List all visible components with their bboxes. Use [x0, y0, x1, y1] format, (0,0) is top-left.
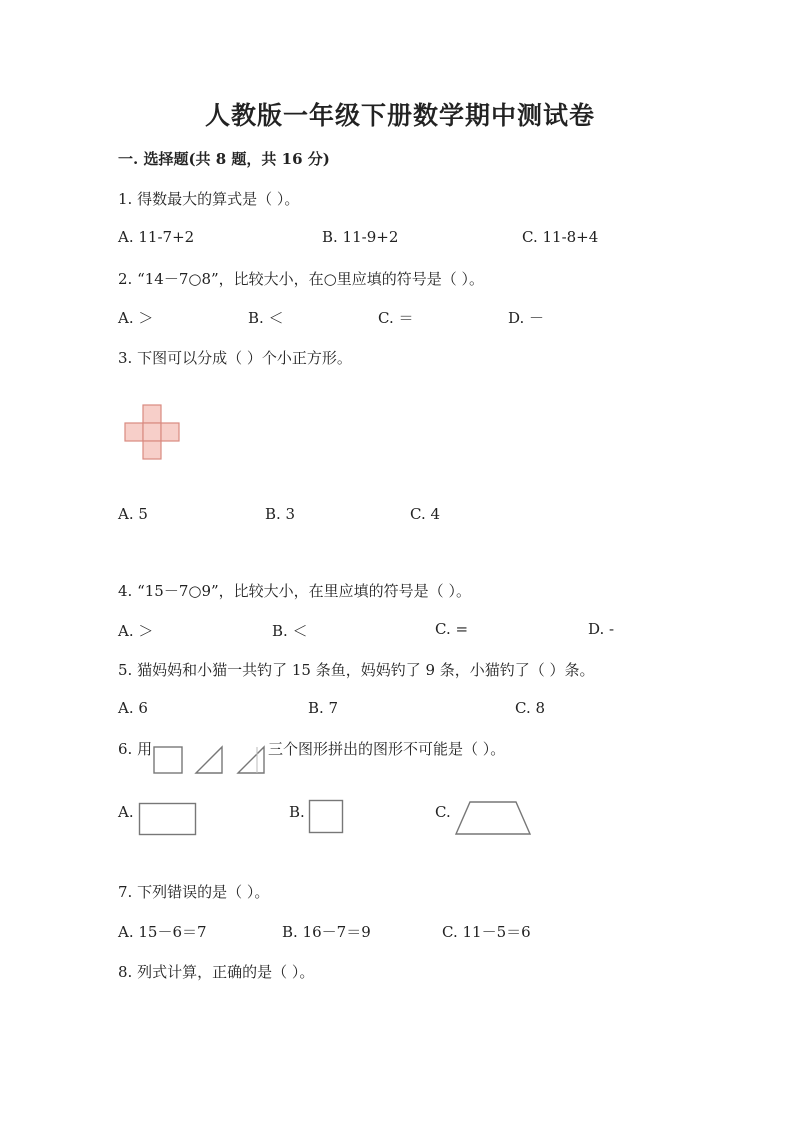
- q4-option-c[interactable]: C. =: [435, 620, 469, 638]
- q5-option-c[interactable]: C. 8: [515, 699, 546, 717]
- q6-option-c[interactable]: C.: [435, 803, 451, 821]
- rectangle-shape: [138, 802, 198, 836]
- trapezoid-shape: [454, 800, 532, 836]
- q3-option-c[interactable]: C. 4: [410, 505, 441, 523]
- q4-option-a[interactable]: A. ＞: [118, 622, 154, 640]
- q7-option-a[interactable]: A. 15－6＝7: [118, 923, 207, 941]
- q2-option-c[interactable]: C. ＝: [378, 309, 414, 327]
- q1-option-b[interactable]: B. 11-9+2: [322, 228, 399, 246]
- question-6-suffix: 三个图形拼出的图形不可能是（ ）。: [268, 740, 506, 758]
- question-5: 5. 猫妈妈和小猫一共钓了 15 条鱼，妈妈钓了 9 条，小猫钓了（ ）条。: [118, 661, 595, 679]
- q4-option-d[interactable]: D. -: [588, 620, 615, 638]
- question-2: 2. “14－7○8”，比较大小，在○里应填的符号是（ ）。: [118, 270, 485, 288]
- q7-option-c[interactable]: C. 11－5＝6: [442, 923, 531, 941]
- q5-option-b[interactable]: B. 7: [308, 699, 339, 717]
- q4-option-b[interactable]: B. ＜: [272, 622, 308, 640]
- question-7: 7. 下列错误的是（ ）。: [118, 883, 270, 901]
- q6-option-a[interactable]: A.: [118, 803, 134, 821]
- q1-option-a[interactable]: A. 11-7+2: [118, 228, 195, 246]
- question-3: 3. 下图可以分成（ ）个小正方形。: [118, 349, 352, 367]
- q1-option-c[interactable]: C. 11-8+4: [522, 228, 599, 246]
- q2-option-a[interactable]: A. ＞: [118, 309, 154, 327]
- page-title: 人教版一年级下册数学期中测试卷: [204, 101, 595, 130]
- q7-option-b[interactable]: B. 16－7＝9: [282, 923, 371, 941]
- cross-figure: [124, 404, 182, 460]
- three-shapes-figure: [152, 745, 272, 775]
- q2-option-d[interactable]: D. －: [508, 309, 545, 327]
- q6-option-b[interactable]: B.: [289, 803, 305, 821]
- question-8: 8. 列式计算，正确的是（ ）。: [118, 963, 315, 981]
- question-1: 1. 得数最大的算式是（ ）。: [118, 190, 300, 208]
- question-6-prefix: 6. 用: [118, 740, 153, 758]
- q3-option-a[interactable]: A. 5: [118, 505, 148, 523]
- square-shape: [308, 799, 344, 835]
- question-4: 4. “15－7○9”，比较大小，在里应填的符号是（ ）。: [118, 582, 471, 600]
- q3-option-b[interactable]: B. 3: [265, 505, 296, 523]
- q5-option-a[interactable]: A. 6: [118, 699, 148, 717]
- section-heading: 一. 选择题(共 8 题，共 16 分): [118, 150, 330, 168]
- q2-option-b[interactable]: B. ＜: [248, 309, 284, 327]
